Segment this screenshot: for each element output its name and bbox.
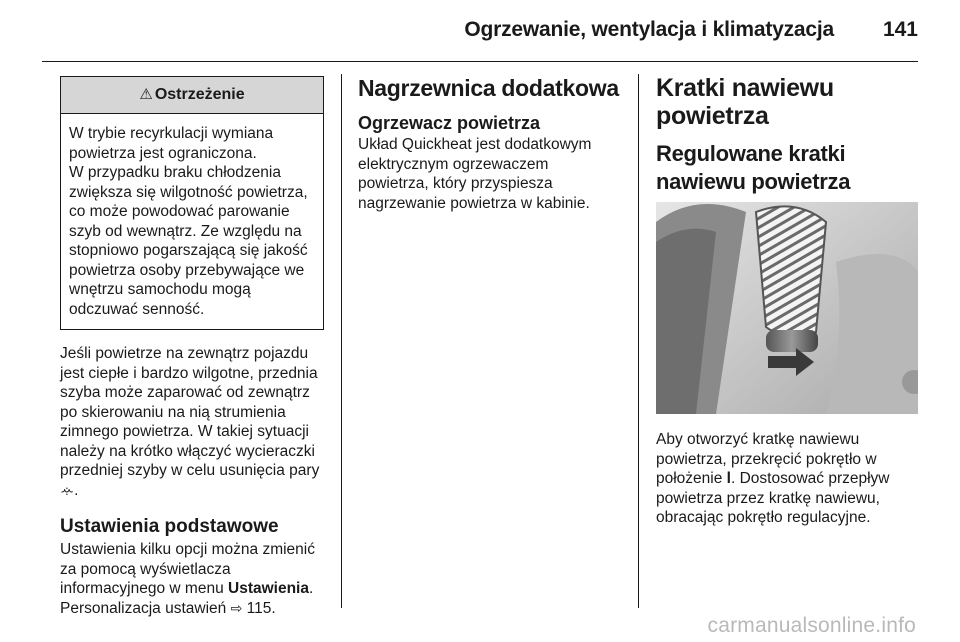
basic-settings-paragraph — [60, 540, 326, 618]
fog-period: . — [74, 481, 79, 499]
warning-box — [60, 76, 324, 330]
page-reference-arrow-icon: ⇨ — [230, 599, 243, 616]
warning-triangle-icon: ⚠ — [139, 86, 153, 104]
wiper-icon: ꕂ — [60, 481, 75, 499]
fog-text: Jeśli powietrze na zewnątrz pojazdu jest ciepłe i bardzo wilgotne, przednia szyba może zaparować od zewnątrz po skierowaniu na nią strumienia zimnego powietrza. W takiej sytuacji należy na krótko włączyć wycieraczki przedniej szyby w celu usunięcia pary — [60, 345, 320, 479]
basic-text-mid: . Personalizacja ustawień — [60, 580, 314, 617]
warning-line-1: W trybie recyrkulacji wymiana powietrza jest ograniczona. — [69, 125, 274, 162]
warning-header — [61, 77, 323, 114]
column-divider-1 — [341, 74, 342, 608]
menu-name-settings: Ustawienia — [228, 580, 309, 597]
warning-body — [61, 114, 323, 329]
vent-text-post: . Dostosować przepływ powietrza przez kratkę nawiewu, obracając pokrętło regulacyjne. — [656, 470, 890, 526]
heading-air-heater: Ogrzewacz powietrza — [358, 113, 541, 133]
page-reference[interactable]: 115. — [242, 599, 276, 617]
watermark: carmanualsonline.info — [707, 614, 916, 637]
column-2 — [358, 74, 620, 213]
column-divider-2 — [638, 74, 639, 608]
vent-paragraph — [656, 430, 920, 528]
dashboard-panel-shape — [826, 254, 918, 414]
heading-air-vents: Kratki nawiewu powietrza — [656, 74, 834, 130]
vent-open-symbol: l — [726, 470, 731, 487]
vent-thumbwheel — [766, 330, 818, 352]
vent-text-pre: Aby otworzyć kratkę nawiewu powietrza, przekręcić pokrętło w położenie — [656, 431, 877, 487]
running-header-title: Ogrzewanie, wentylacja i klimatyzacja — [464, 18, 834, 41]
fog-paragraph — [60, 344, 326, 500]
column-1 — [60, 76, 326, 618]
header-divider — [42, 61, 918, 62]
heading-auxiliary-heater: Nagrzewnica dodatkowa — [358, 75, 619, 101]
column-3 — [656, 74, 920, 528]
heater-paragraph: Układ Quickheat jest dodatkowym elektrycznym ogrzewaczem powietrza, który przyspiesza nagrzewanie powietrza w kabinie. — [358, 136, 592, 212]
heading-basic-settings: Ustawienia podstawowe — [60, 516, 279, 537]
vent-illustration-svg — [656, 202, 918, 414]
air-vent-grille — [756, 206, 826, 336]
vent-illustration — [656, 202, 918, 414]
heading-adjustable-vents: Regulowane kratki nawiewu powietrza — [656, 141, 851, 194]
warning-title: Ostrzeżenie — [154, 86, 245, 104]
warning-line-2: W przypadku braku chłodzenia zwiększa się wilgotność powietrza, co może powodować parowanie szyb od wewnątrz. Ze względu na stopniowo pogarszającą się jakość powietrza osoby przebywające we wnętrzu samochodu mogą odczuwać senność. — [69, 164, 308, 318]
page-number: 141 — [882, 18, 918, 41]
basic-text-pre: Ustawienia kilku opcji można zmienić za pomocą wyświetlacza informacyjnego w menu — [60, 541, 315, 597]
